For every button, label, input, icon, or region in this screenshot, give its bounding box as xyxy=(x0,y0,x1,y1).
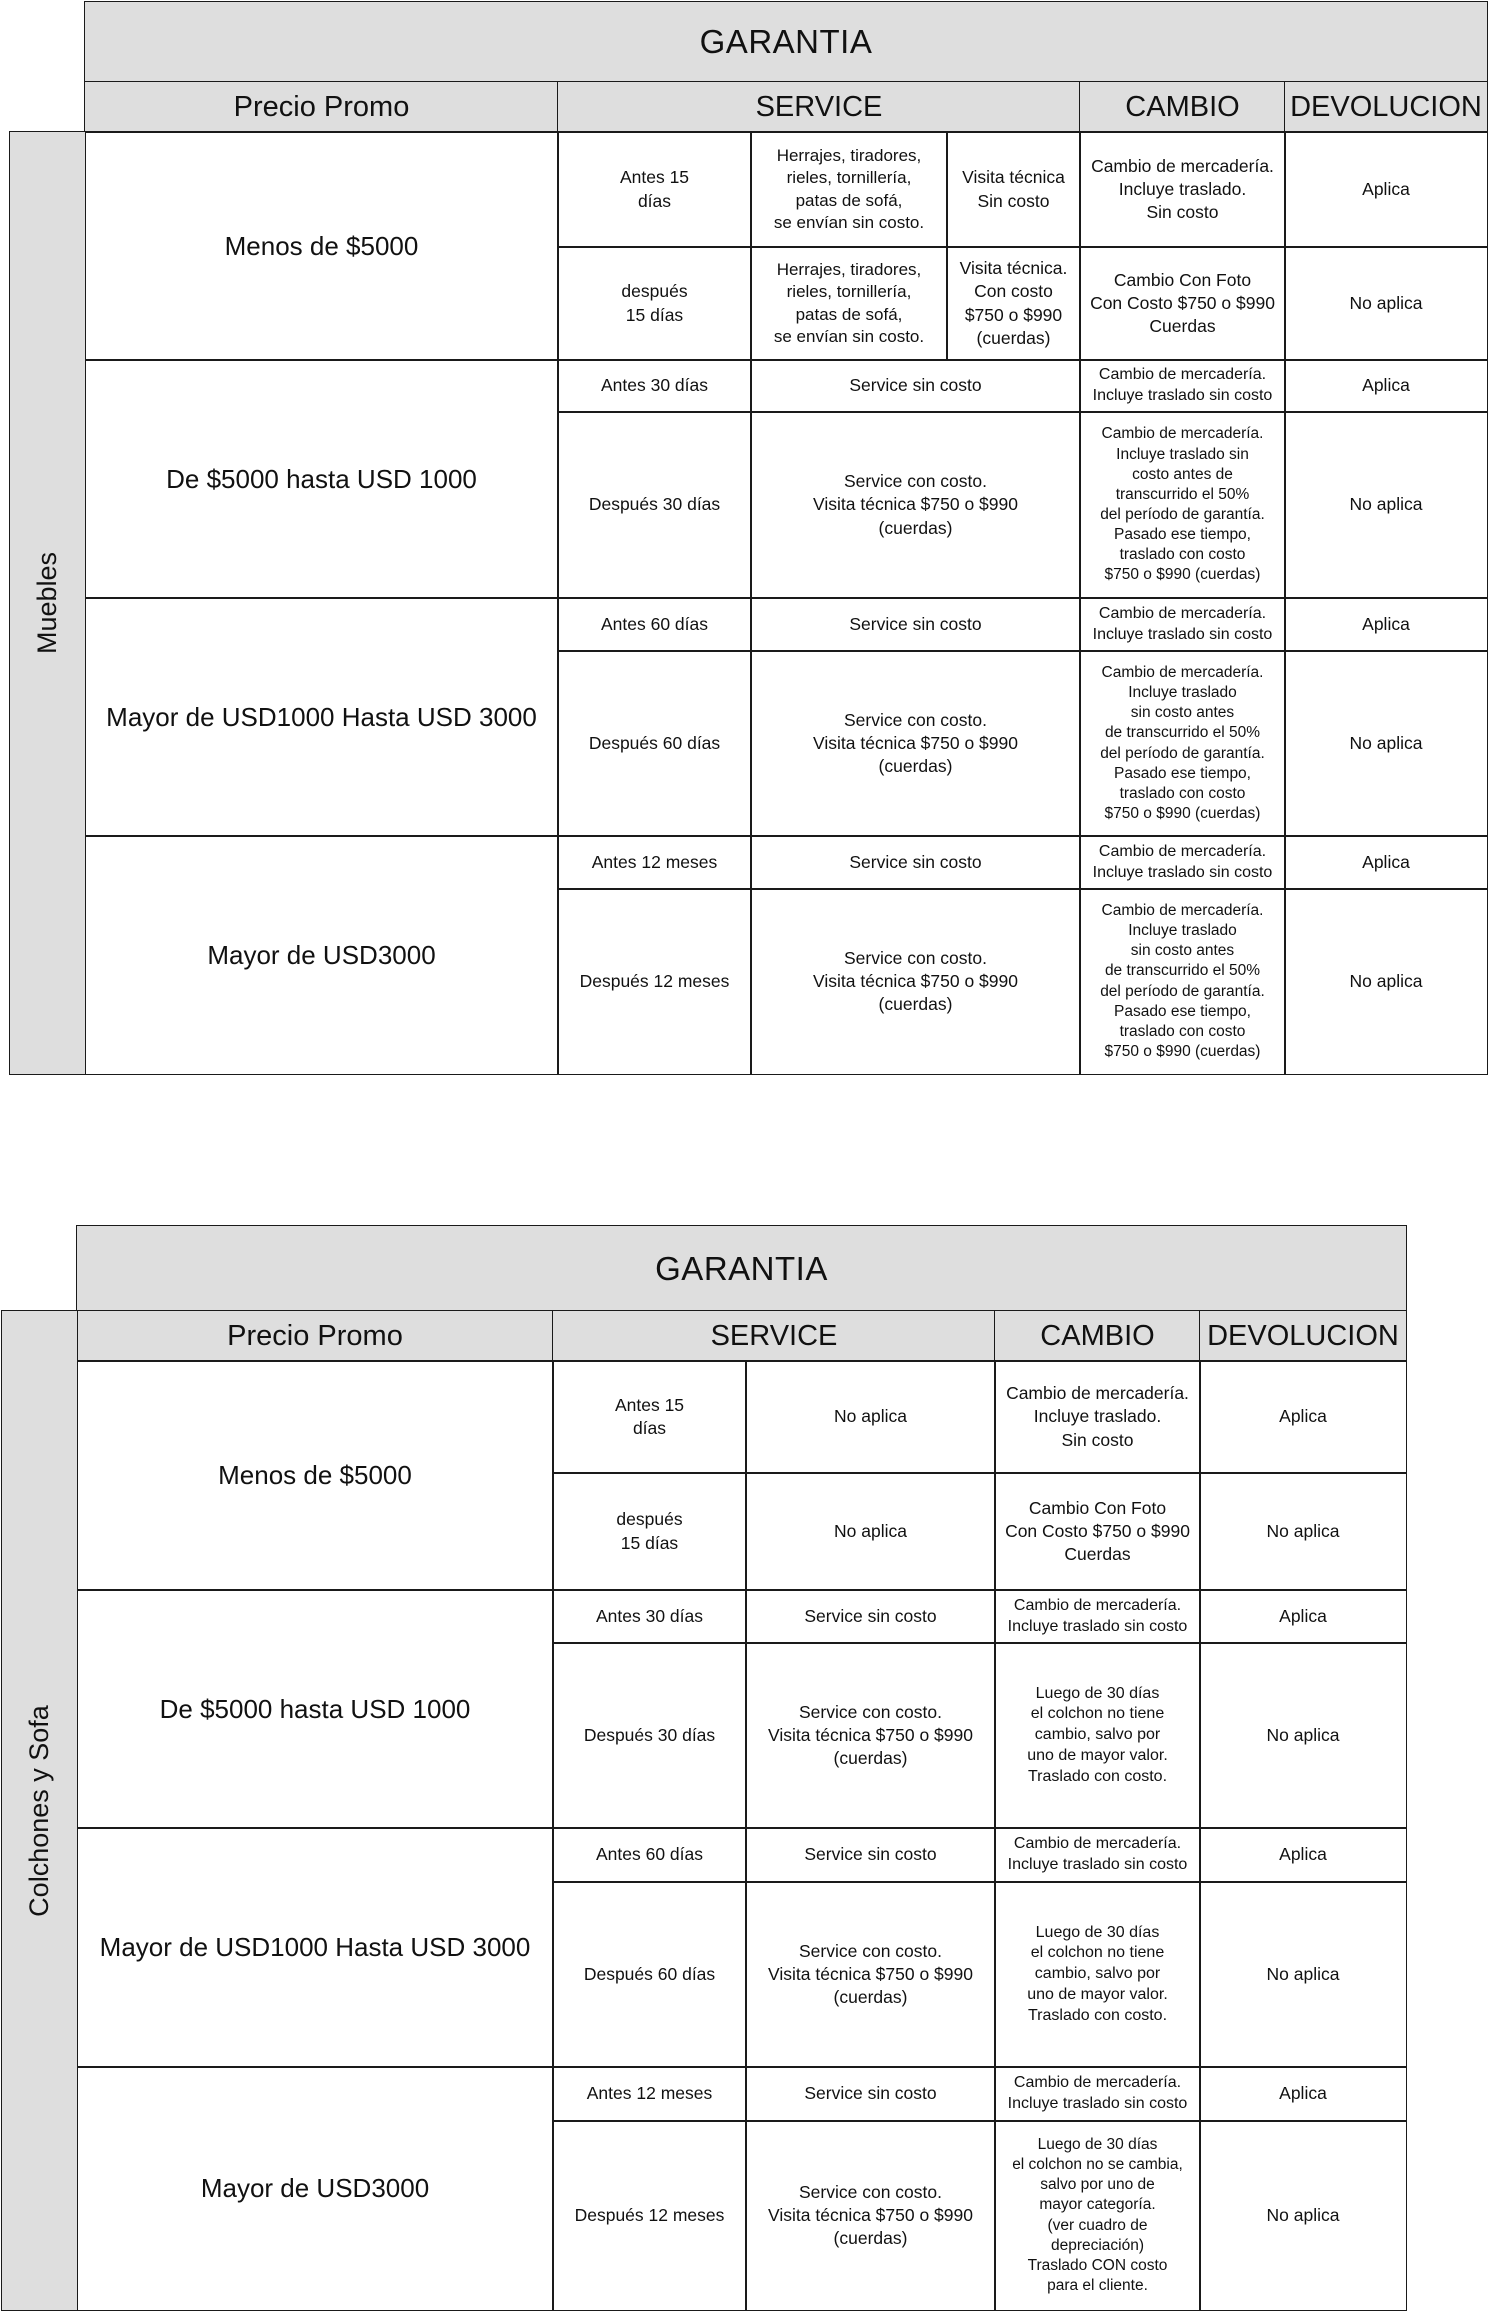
cambio-cell: Luego de 30 días el colchon no se cambia, salvo por uno de mayor categoría. (ver cuadro de depreciación) Traslado CON costo para el cliente. xyxy=(994,2120,1201,2311)
service-cell: Service sin costo xyxy=(750,835,1081,890)
service-cell: Service con costo. Visita técnica $750 o $990 (cuerdas) xyxy=(750,650,1081,837)
service-cell: No aplica xyxy=(745,1360,996,1474)
category-text: Colchones y Sofa xyxy=(23,1704,54,1917)
header-devolucion: DEVOLUCION xyxy=(1284,81,1488,133)
devolucion-cell: Aplica xyxy=(1199,1827,1407,1883)
service-cell: Service con costo. Visita técnica $750 o $990 (cuerdas) xyxy=(745,1881,996,2068)
devolucion-cell: Aplica xyxy=(1284,131,1488,248)
devolucion-cell: Aplica xyxy=(1284,597,1488,652)
devolucion-cell: No aplica xyxy=(1199,1472,1407,1591)
devolucion-cell: No aplica xyxy=(1284,888,1488,1075)
devolucion-cell: No aplica xyxy=(1199,1881,1407,2068)
period-cell: Después 12 meses xyxy=(552,2120,747,2311)
price-cell: Menos de $5000 xyxy=(76,1360,554,1591)
devolucion-cell: Aplica xyxy=(1199,1360,1407,1474)
devolucion-cell: Aplica xyxy=(1199,1589,1407,1644)
devolucion-cell: No aplica xyxy=(1199,2120,1407,2311)
service-cell: Service sin costo xyxy=(745,2066,996,2122)
period-cell: Después 30 días xyxy=(552,1642,747,1829)
service-cell: Service sin costo xyxy=(745,1827,996,1883)
service-cell: Service con costo. Visita técnica $750 o $990 (cuerdas) xyxy=(745,2120,996,2311)
header-cambio: CAMBIO xyxy=(1079,81,1286,133)
devolucion-cell: No aplica xyxy=(1284,411,1488,599)
period-cell: Antes 30 días xyxy=(552,1589,747,1644)
header-devolucion: DEVOLUCION xyxy=(1199,1310,1407,1362)
cambio-cell: Luego de 30 días el colchon no tiene cambio, salvo por uno de mayor valor. Traslado con costo. xyxy=(994,1642,1201,1829)
period-cell: Después 60 días xyxy=(557,650,752,837)
period-cell: Antes 12 meses xyxy=(552,2066,747,2122)
cambio-cell: Cambio Con Foto Con Costo $750 o $990 Cuerdas xyxy=(1079,246,1286,361)
header-cambio: CAMBIO xyxy=(994,1310,1201,1362)
category-label xyxy=(9,131,86,1075)
price-cell: Menos de $5000 xyxy=(84,131,559,361)
service-cell: No aplica xyxy=(745,1472,996,1591)
devolucion-cell: Aplica xyxy=(1199,2066,1407,2122)
price-cell: Mayor de USD1000 Hasta USD 3000 xyxy=(84,597,559,837)
table-title: GARANTIA xyxy=(84,1,1488,83)
period-cell: Antes 15 días xyxy=(552,1360,747,1474)
service-cell: Service con costo. Visita técnica $750 o $990 (cuerdas) xyxy=(750,411,1081,599)
devolucion-cell: No aplica xyxy=(1284,650,1488,837)
cambio-cell: Cambio de mercadería. Incluye traslado sin costo antes de transcurrido el 50% del período de garantía. Pasado ese tiempo, traslado con costo $750 o $990 (cuerdas) xyxy=(1079,888,1286,1075)
header-service: SERVICE xyxy=(552,1310,996,1362)
period-cell: Antes 12 meses xyxy=(557,835,752,890)
period-cell: Después 12 meses xyxy=(557,888,752,1075)
price-cell: De $5000 hasta USD 1000 xyxy=(76,1589,554,1829)
period-cell: después 15 días xyxy=(557,246,752,361)
service-cell: Service con costo. Visita técnica $750 o $990 (cuerdas) xyxy=(745,1642,996,1829)
service-parts-cell: Herrajes, tiradores, rieles, tornillería, patas de sofá, se envían sin costo. xyxy=(750,246,948,361)
period-cell: después 15 días xyxy=(552,1472,747,1591)
devolucion-cell: No aplica xyxy=(1284,246,1488,361)
category-label xyxy=(1,1310,78,2311)
service-cell: Service sin costo xyxy=(750,597,1081,652)
period-cell: Antes 60 días xyxy=(557,597,752,652)
price-cell: Mayor de USD3000 xyxy=(84,835,559,1075)
period-cell: Después 60 días xyxy=(552,1881,747,2068)
devolucion-cell: Aplica xyxy=(1284,359,1488,413)
period-cell: Antes 30 días xyxy=(557,359,752,413)
service-visit-cell: Visita técnica Sin costo xyxy=(946,131,1081,248)
cambio-cell: Cambio de mercadería. Incluye traslado. Sin costo xyxy=(1079,131,1286,248)
cambio-cell: Cambio de mercadería. Incluye traslado sin costo xyxy=(1079,597,1286,652)
period-cell: Después 30 días xyxy=(557,411,752,599)
cambio-cell: Cambio Con Foto Con Costo $750 o $990 Cuerdas xyxy=(994,1472,1201,1591)
cambio-cell: Cambio de mercadería. Incluye traslado sin costo antes de transcurrido el 50% del período de garantía. Pasado ese tiempo, traslado con costo $750 o $990 (cuerdas) xyxy=(1079,650,1286,837)
cambio-cell: Cambio de mercadería. Incluye traslado. Sin costo xyxy=(994,1360,1201,1474)
warranty-table-colchones xyxy=(2,1226,1406,2300)
price-cell: Mayor de USD1000 Hasta USD 3000 xyxy=(76,1827,554,2068)
cambio-cell: Cambio de mercadería. Incluye traslado sin costo xyxy=(994,1827,1201,1883)
service-cell: Service sin costo xyxy=(745,1589,996,1644)
table-title: GARANTIA xyxy=(76,1225,1407,1312)
cambio-cell: Cambio de mercadería. Incluye traslado sin costo xyxy=(1079,359,1286,413)
service-cell: Service con costo. Visita técnica $750 o $990 (cuerdas) xyxy=(750,888,1081,1075)
cambio-cell: Cambio de mercadería. Incluye traslado sin costo xyxy=(1079,835,1286,890)
header-service: SERVICE xyxy=(557,81,1081,133)
period-cell: Antes 15 días xyxy=(557,131,752,248)
devolucion-cell: Aplica xyxy=(1284,835,1488,890)
cambio-cell: Cambio de mercadería. Incluye traslado sin costo xyxy=(994,2066,1201,2122)
cambio-cell: Luego de 30 días el colchon no tiene cambio, salvo por uno de mayor valor. Traslado con costo. xyxy=(994,1881,1201,2068)
header-precio-promo: Precio Promo xyxy=(84,81,559,133)
service-parts-cell: Herrajes, tiradores, rieles, tornillería, patas de sofá, se envían sin costo. xyxy=(750,131,948,248)
devolucion-cell: No aplica xyxy=(1199,1642,1407,1829)
period-cell: Antes 60 días xyxy=(552,1827,747,1883)
price-cell: Mayor de USD3000 xyxy=(76,2066,554,2311)
header-precio-promo: Precio Promo xyxy=(76,1310,554,1362)
warranty-table-muebles xyxy=(10,2,1482,1074)
cambio-cell: Cambio de mercadería. Incluye traslado sin costo xyxy=(994,1589,1201,1644)
price-cell: De $5000 hasta USD 1000 xyxy=(84,359,559,599)
service-visit-cell: Visita técnica. Con costo $750 o $990 (cuerdas) xyxy=(946,246,1081,361)
cambio-cell: Cambio de mercadería. Incluye traslado sin costo antes de transcurrido el 50% del período de garantía. Pasado ese tiempo, traslado con costo $750 o $990 (cuerdas) xyxy=(1079,411,1286,599)
category-text: Muebles xyxy=(31,551,62,655)
service-cell: Service sin costo xyxy=(750,359,1081,413)
